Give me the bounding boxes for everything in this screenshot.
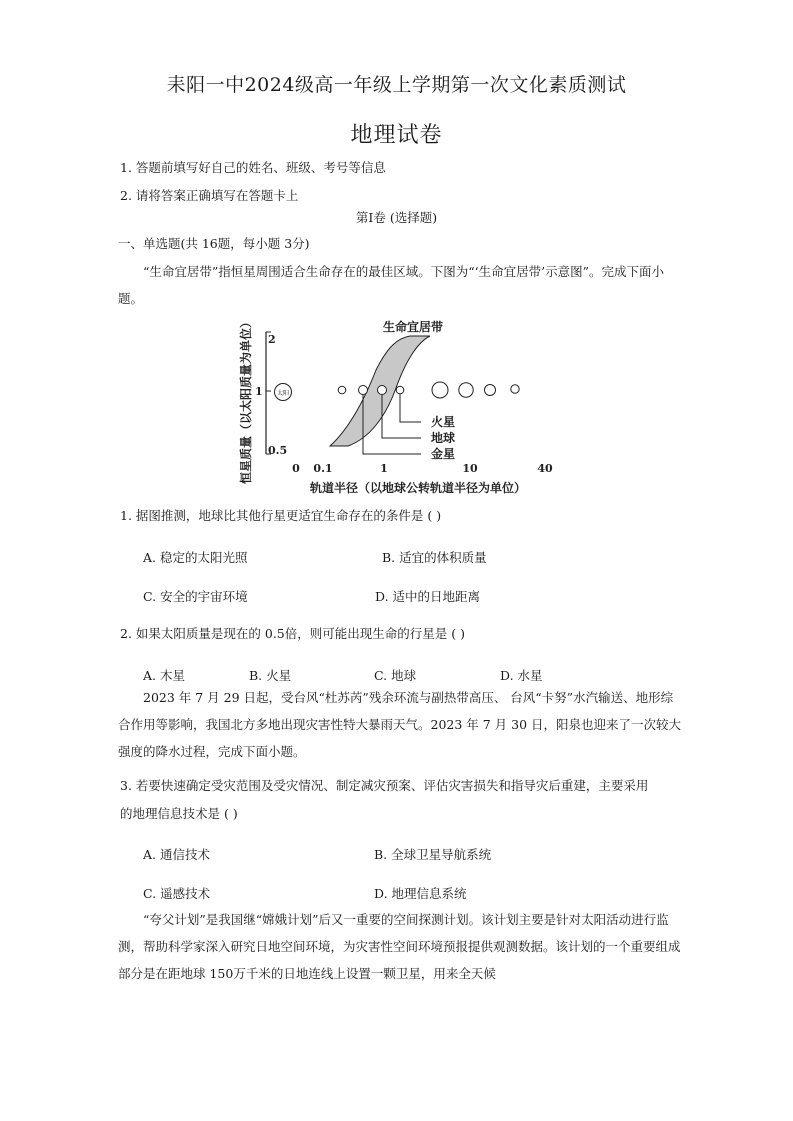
label-mars: 火星 bbox=[431, 415, 456, 429]
q3-option-b[interactable]: B. 全球卫星导航系统 bbox=[374, 847, 492, 862]
q2-option-c[interactable]: C. 地球 bbox=[374, 668, 417, 683]
x-tick-label-01: 0.1 bbox=[313, 462, 333, 475]
q2-option-b[interactable]: B. 火星 bbox=[249, 668, 292, 683]
x-tick-label-1: 1 bbox=[380, 462, 388, 475]
x-tick-label-10: 10 bbox=[462, 462, 478, 475]
y-tick-label-1: 1 bbox=[255, 385, 263, 398]
q1-option-c[interactable]: C. 安全的宇宙环境 bbox=[143, 589, 248, 604]
label-earth: 地球 bbox=[431, 431, 456, 445]
label-venus: 金星 bbox=[431, 447, 456, 461]
y-tick-label-2: 2 bbox=[268, 333, 276, 346]
habitable-zone-figure bbox=[238, 308, 568, 504]
subject-title: 地理试卷 bbox=[350, 123, 443, 148]
planet-uranus bbox=[485, 385, 496, 396]
intro-habitable-zone: “生命宜居带”指恒星周围适合生命存在的最佳区域。下图为“‘生命宜居带’示意图”。完成下面小题。 bbox=[118, 264, 665, 306]
mars-leader bbox=[400, 394, 421, 422]
q3-option-a[interactable]: A. 通信技术 bbox=[143, 847, 210, 862]
planet-mercury bbox=[338, 386, 346, 394]
question-3-line1: 3. 若要快速确定受灾范围及受灾情况、制定减灾预案、评估灾害损失和指导灾后重建，主要采用 bbox=[120, 778, 649, 793]
sun-label: 太阳 bbox=[276, 390, 290, 397]
planet-mars bbox=[396, 386, 404, 394]
q1-option-d[interactable]: D. 适中的日地距离 bbox=[375, 589, 481, 604]
exam-title: 耒阳一中2024级高一年级上学期第一次文化素质测试 bbox=[166, 74, 627, 96]
note-1: 1. 答题前填写好自己的姓名、班级、考号等信息 bbox=[120, 160, 386, 175]
question-2: 2. 如果太阳质量是现在的 0.5倍，则可能出现生命的行星是 ( ) bbox=[120, 626, 465, 641]
planet-jupiter bbox=[432, 382, 448, 398]
y-tick-label-05: 0.5 bbox=[268, 444, 288, 457]
figure-xlabel: 轨道半径（以地球公转轨道半径为单位） bbox=[309, 481, 527, 495]
x-tick-label-40: 40 bbox=[537, 462, 553, 475]
band-label: 生命宜居带 bbox=[383, 320, 444, 334]
x-tick-label-0: 0 bbox=[292, 462, 300, 475]
q2-option-d[interactable]: D. 水星 bbox=[500, 668, 543, 683]
q3-option-d[interactable]: D. 地理信息系统 bbox=[374, 886, 467, 901]
note-2: 2. 请将答案正确填写在答题卡上 bbox=[120, 188, 299, 203]
question-1: 1. 据图推测，地球比其他行星更适宜生命存在的条件是 ( ) bbox=[120, 508, 442, 523]
planet-venus bbox=[359, 386, 368, 395]
intro-rainstorm: 2023 年 7 月 29 日起，受台风“杜苏芮”残余环流与副热带高压、 台风“卡努”水汽输送、地形综合作用等影响，我国北方多地出现灾害性特大暴雨天气。2023 年 7 月 30 日，阳泉也迎来了一次较大强度的降水过程，完成下面小题。 bbox=[118, 690, 682, 759]
q1-option-b[interactable]: B. 适宜的体积质量 bbox=[382, 550, 487, 565]
q3-option-c[interactable]: C. 遥感技术 bbox=[143, 886, 211, 901]
intro-kuafu: “夸父计划”是我国继“嫦娥计划”后又一重要的空间探测计划。该计划主要是针对太阳活动进行监测，帮助科学家深入研究日地空间环境，为灾害性空间环境预报提供观测数据。该计划的一个重要组成部分是在距地球 150万千米的日地连线上设置一颗卫星，用来全天候 bbox=[118, 912, 681, 981]
part-title: 一、单选题(共 16题，每小题 3分) bbox=[118, 236, 310, 251]
figure-ylabel: 恒星质量（以太阳质量为单位） bbox=[239, 315, 253, 485]
planet-neptune bbox=[511, 385, 519, 393]
q1-option-a[interactable]: A. 稳定的太阳光照 bbox=[143, 550, 248, 565]
section-title: 第Ⅰ卷 (选择题) bbox=[355, 210, 438, 225]
planet-saturn bbox=[459, 383, 473, 397]
planet-earth bbox=[378, 386, 387, 395]
question-3-line2: 的地理信息技术是 ( ) bbox=[120, 806, 238, 821]
q2-option-a[interactable]: A. 木星 bbox=[143, 668, 185, 683]
